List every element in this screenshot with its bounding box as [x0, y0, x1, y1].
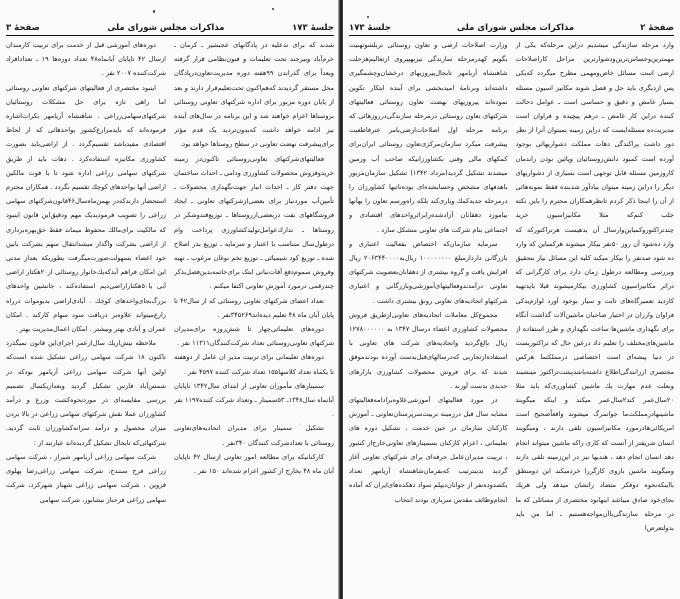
- right-page-columns: [349, 38, 674, 589]
- right-page-title: مذاکرات مجلس شورای ملی: [457, 23, 575, 33]
- paragraph: شدند که برای تدعلیه در پادگانهای عجبشیر ـ کرمان ـ خرم‌آباد وبیرجند تحت تعلیمات و فنون‌نظامی قرار گرفته وبعداً برای گذراندن ۹۹هفته دوره مدیریت‌تعاون‌درپادگان محل مستقر گردیدند که‌هم‌اکنون تحت‌تعلیم‌قرار دارند و بعد از پایان دوره مزبور برای اداره شرکتهای تعاونی روستائی بروستاها اعزام خواهند شد و این برنامه در سال‌های آینده نیز ادامه خواهد داشت که‌بدون‌تردید یک قدم مؤثر برای‌پیشرفت نهضت تعاونی در سطح روستاها خواهد بود.: [174, 41, 334, 149]
- left-page-columns: [6, 38, 334, 589]
- left-page-session: جلسهٔ ۱۷۳: [292, 23, 334, 33]
- paragraph: اینبود مختصری از فعالیتهای شرکتهای تعاونی روستائی اما راهی تازه برای حل مشکلات روستائیان شرکتهای‌سهامی‌زراعی . شاهنشاه آریامهر بکرات‌اشاره فرموده‌اند که بایدمزارع‌کشور بواحدهائی که از لحاظ اقتصادی مفیدباشد تقسیم‌گردد . از اراضی‌باید بصورت کشاورزی مکانیزه استفاده‌کرد . دهات باید از طریق شرکتهای سهامی زراعی اداره شود تا با فوت مالکین اراضی آنها بواحدهای کوچك تقسیم نگردد . همکاران محترم استحضار دارندکه‌در بهمن‌ماه‌سال۴۶قانون‌شرکتهای سهامی زراعی را تصویب فرمودید‌یک مهم ودقیق‌این قانون اینبود که مالکیت برای‌مالك محفوظ میماند فقط حق‌بهره‌برداری از اراضی بشرکت واگذار میشد‌انتقال سهم بشرکت بابین خود اعضاء بسهولت‌صورت‌میگرفت بطوریکه بعداز مدتی این امکان فراهم آید‌که‌یك‌خانوار روستائی از۲۰هکتار اراضی آبی یا۵۰هکتار‌اراضی‌دیم استفاده‌کند ، جانشین واحدهای بزرگ‌بجای‌واحدهای کوچك . آبادی‌اراضی بدیوموات درراه زارع‌میتواند علاوه‌بر دریافت سود سهام کارکند . امکان عمران و آبادی بهتر وبیشتر . امکان اعمال‌مدیریت بهتر .: [6, 83, 166, 334]
- paragraph: سرمایه سازمان‌که اختصاص بفعالیت اعتباری و بازرگانی داردازمبلغ ۱۰۰۰۰۰۰۰۰ ریال‌به۲۰۶۳۴۴۰۰۰۰ ریال افزایش یافت و گروه بیشتری از دهقانان‌بعضویت شرکتهای تعاونی درآمدندوفعالیتهای‌آموزشی‌وبازرگانی و اعتباری شرکتهاو اتحادیه‌های تعاونی رونق بیشتری داشت .: [349, 239, 508, 305]
- right-page-header: [349, 17, 674, 36]
- paragraph: وارد مرحله سازندگی میشدیم دراین مرحله‌که یکی از مهمترین‌وحساس‌ترین‌ودشوارترین مراحل کاراصلاحات ارضی است مسائل خاص‌ومهمی مطرح میگردد که‌یکی پس ازدیگری باید حل و فصل شوند مکانیز اسیون مسئله بسیار غامض و دقیق و حساسی است ـ عوامل دخالت کننده دراین کار غامض ـ درهم پیچیده و فراوان است مدیریت‌ده مسئله‌ایست که دراین زمینه نمیتوان آنرا از نظر دور داشت پراکندگی دهات مملکت دشواریهائی بوجود آورده است کمبود دانش‌روستائیان وپائین بودن راندمان کاروزمین مسئله قابل توجهی است بسیاری از دشواریهای دیگر را دراین زمینه میتوان بیادآور شدبنده فقط نمونه‌هائی از آن را اینجا ذکر کردم تانظرهمکاران محترم را باین نکته جلب کنم‌که مثلا مکانیزاسیون خرید چندتراکتوروکمباین‌وارسال آن بدهیست هرتراکتور‌که که وارد ده‌شود آن روز ۵۰نفر بیکار میشوند هرکمباین که وارد ده شود صدنفر را بیکار میکند کلیه این مسائل نیاز بتحقیق وبررسی ومطالعه درطول زمان دارد برای کارگرانی که دراثر مکانیزاسیون کشاورزی بیکارمیشوند قبلا بایدتهیه کاردید تعمیرگاه‌های ثابت و سیار بوجود آورد لوازم‌یدکی فراوان وارزان در اختیار صاحبان ماشین‌آلات گذاشت آنگاه برای نگهداری ماشین‌ها ساخت نگهداری و طرز استفاده از ماشین‌های‌مختلف را تعلیم داد درعین حال که تراکتوریست در دنیا پیشه‌ای است اختصاصی درمملکتما هرکس مختصری ازرانندگی‌اطلاع داشته‌باشد‌پشت‌تراکتور مینشیند وبعلت عدم مهارت یك ماشین کشاورزی‌که باید مثلا ۲۰سال‌عمر کند۲سال‌عمر میکند و اینکه میگویند ماشینهادرمملکت‌ما جوانمرگ میشوند واقعاًصحیح است امریکائی‌هادرمورد مکانیزاسیون تلقی دارند ، ومیگویند انسان شریفتر از آنست که کاری را‌که ماشین میتواند انجام دهد انسان انجام دهد ، هندیها نیز در این‌زمینه تلقی دارند ومیگویند ماشین بازوی کارگررا خردمیکند این دومنطق بااینکه‌نحوه دوفکر متضاد راتشان میدهد ولی هریك بجای‌خود صادق میباشد اینهابود مختصری از مسائلی که ما در مرحله سازندگی‌با‌آن‌مواجه‌هستیم ـ اما من باید بدولتعرض‌ا: [515, 41, 674, 532]
- paragraph: دوره‌های تعلیماتی‌چهار تا شش‌روزه برای‌مدیران شرکتهای تعاونی‌روستائی تعداد شرکت‌کنندگان۱۱۳۱۱ نفر .: [174, 325, 334, 348]
- right-page-session: جلسهٔ ۱۷۳: [349, 23, 391, 33]
- left-page-left-column: [6, 38, 166, 589]
- left-page-title: مذاکرات مجلس شورای ملی: [107, 23, 225, 33]
- paragraph: سمینارهای مأموران تعاونی از ابتدای سال۱۳۴۲ تاپایان آبانماه سال۱۳۴۸ـ ۵۳سمینار ـ وتعداد شرکت کننده۱۱۹۷ نفر .: [174, 381, 334, 419]
- right-page-number: صفحهٔ ۲: [640, 23, 674, 33]
- paragraph: مجموع‌کل معاملات اتحادیه‌های تعاونی‌ازطریق فروش محصولات کشاورزی اعضاء درسال ۱۳۴۷ به ۱۲۷۸۰۰۰۰۰۰ ریال بالغ‌گردید واتحادیه‌های شرکت های تعاونی با استفاده‌ازتجاربی که‌درسالهای‌قبل‌بدست آورده بودندموفق شدند که برای فروش محصولات کشاورزی بازارهای جدیدی بدست آورند .: [349, 310, 508, 390]
- paragraph: وزارت اصلاحات ارضی و تعاون روستائی تربلشو‌تهنیت بگویم کهدرمرحله سازندگی نیزبهپیروی ازتعالیم‌هرحلت شاهنشاه آریامهر تابحال‌پیروزیهای درخشان‌وچشمگیری داشته‌اند وبرنامهٔ امیدبخشی برای آینده ابتکار تکوین نموده‌اند پیروزیهای نهضت تعاون روستائی فعالیتهای شرکتهای تعاون روستائی درمرحله سازندگی‌درروزهائی که برنامه مرحله اول اصلاحات‌ارضی‌بامر عترفاطعیت پیشرفت میکرد سازمان‌مرکزی‌تعاون روستائی ایران‌برای کمکهای مالی وفنی بکشاورزانیکه صاحب آب وزمین میشدند تشکیل گردید(مرداد ۱۳۴۲) تشکیل سازمان‌مزبور باهدفهای مشخص وحسابشده‌ای بوده‌تاتنها کشاورزان را درمرحله جدیدکمك ویاری‌کند بلکه راه‌ورسم تعاون را بهآنها بیاموزد دهقانان آزادشده‌رابراثرواحدهای اقتصادی و اجتماعی بنام شرکت های تعاونی متشکل سازد .: [349, 41, 508, 234]
- paragraph: تعداد اعضای شرکتهای تعاونی روستائی که از سال۴۲ تا پایان آبان ماه ۴۸ تعلیم دیده‌اند۳۴۵۲۶۹‌نفر .: [174, 296, 334, 319]
- paragraph: کارکنانیکه برای مطالعه امور تعاونی ازسال ۴۲ تاپایان آبان ماه ۴۸ بخارج از کشور اعزام شده‌اند ۱۵۰ نفر .: [174, 452, 334, 476]
- scan-speck: [153, 10, 155, 13]
- scan-speck: [272, 8, 274, 10]
- left-page-right-column: [174, 38, 334, 589]
- left-page-number: صفحهٔ ۳: [6, 23, 40, 33]
- paragraph: فعالیتهای‌شرکتهای تعاونی‌روستائی تاکنون‌در زمینه خرید‌وفروش محصولات کشاورزی ودامی ـ احداث ساختمان جهت دفتر کار ـ احداث انبار جهت‌نگهداری محصولات ـ تأمین‌آب موردنیاز برای بعضی‌از‌شرکتهای تعاونی ـ ایجاد فروشگاههای نفت دربعضی‌از‌روستاها ـ توزیع‌قندوشکر در روستاها ـ تدارك‌عوامل‌تولیدکشاورزی پرداخت وام درطول‌سال متناسب با اعتبار و سرمایه ـ توزیع بذر اصلاح شده ـ توزیع کود شیمیائی ـ توزیع تخم نوغان مرغوب ـ تهیه وفروش سموم‌دفع آفات‌نباتی ایتک برای‌خاتمه‌بدین‌فصل‌بذکر چندرقمی درمورد آموزش تعاونی اکتفا میکنم .: [174, 154, 334, 291]
- right-page-right-column: [516, 38, 675, 589]
- paragraph: ملاحظه بیش‌ازیك سال‌ازعمر اجرای‌این قانون نمیگذرد تاکنون ۱۸ شرکت سهامی زراعی تشکیل شده است‌که اولین آنها شرکت سهامی زراعی آریامهر بودکه در شمس‌آباد فارس تشکیل گردید وبعدازیکسال تصمیم بررسی مقایسه‌ای در موردنحوه‌کشت وزرع و درآمد کشاورزان عملا نقش شرکتهای سهامی زراعی در بالا بردن میزان محصول و درآمد سرانه‌کشاورزان ثابت گردید. شرکتهائی‌که تابحال تشکیل گردیده‌اند عبارتند از :: [6, 339, 166, 447]
- right-page-left-column: [349, 38, 508, 589]
- scan-speck: [367, 16, 369, 18]
- paragraph: دوره‌های آموزشی قبل از خدمت برای تربیت کارمندان ازسال ۴۲ تاپایان آبانماه۴۸ تعداد دوره‌ها ۱۹ ـ تعدادافراد شرکت‌کننده ۲۰۰۷ نفر .: [6, 41, 166, 78]
- paragraph: در مورد فعالیتهای آموزشی‌علاوه‌برادامه‌فعالیتهای مشابه سال قبل درزمینه تربیت‌سرپرستان‌تعاونی ـ آموزش کارکنان سازمان در حین خدمت ، تشکیل دوره های تعلیماتی ، اعزام کارکنان بسمینارهای تعاونی‌خارج‌از کشور ، تربیت مدیران‌عامل حرفه‌ای برای شرکتهای تعاونی آغاز گردید بدینترتیب که‌بفرمان‌شاهنشاه آریامهر تعداد یکصدوده‌نفر از جوانان‌دیپلم سواد دهکده‌های‌ایران که آماده انجام‌وظائف مقدس سربازی بودند انتخاب: [349, 396, 508, 504]
- right-page: [343, 0, 680, 599]
- paragraph: دوره‌های تعلیماتی برای تربیت مدیر ان عامل از دوهفته تا یکماه تعداد کلاسها۱۵۵ تعداد شرکت کننده ۴۵۹۷ نفر .: [174, 353, 334, 376]
- left-page-header: [6, 17, 334, 36]
- paragraph: تشکیل ۤ سمینار برای مدیران اتحادیه‌های‌تعاونی روستائی با تعدادشرکت کنندگان ۳۴۰نفر .: [174, 424, 334, 447]
- paragraph: شرکت سهامی زراعی آریامهر شیراز ، شرکت سهامی زراعی فرح سنندج، شرکت سهامی زراعی‌رضا پهلوی قزوین ، شرکت سهامی زراعی شهناز شهرکرد، شرکت سهامی زراعی فرحناز نیشابور، شرکت سهامی: [6, 452, 166, 504]
